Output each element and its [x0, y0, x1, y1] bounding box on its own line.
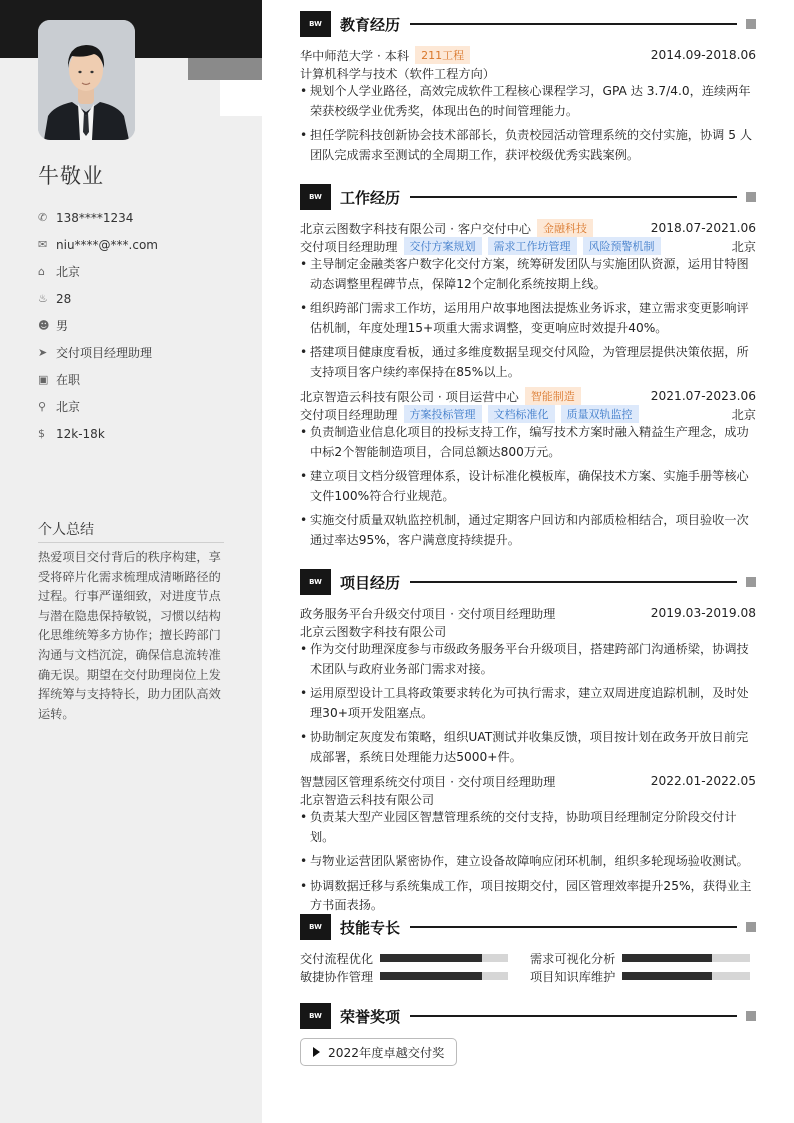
skill-level-fill: [622, 972, 712, 980]
skill-level-fill: [380, 972, 482, 980]
contact-info-item: [38, 393, 158, 420]
contact-info-text: 12k-18k: [56, 426, 105, 441]
contact-info-text: 北京: [56, 265, 81, 279]
project-company-row: [300, 622, 756, 640]
skill-item: [530, 949, 750, 967]
job-industry-tag: 智能制造: [525, 387, 581, 405]
skill-name: 交付流程优化: [300, 951, 374, 966]
list-item: • 担任学院科技创新协会技术部部长，负责校园活动管理系统的交付实施，协调 5 人团队完成需求至测试的全周期工作，获评校级优秀实践案例。: [300, 126, 756, 165]
skill-level-fill: [380, 954, 482, 962]
project-name: 智慧园区管理系统交付项目 · 交付项目经理助理: [300, 774, 556, 789]
award-label: 2022年度卓越交付奖: [328, 1045, 445, 1060]
skill-item: [300, 949, 508, 967]
project-date: 2022.01-2022.05: [650, 774, 756, 788]
section-square-icon: [746, 19, 756, 29]
list-item: • 搭建项目健康度看板，通过多维度数据呈现交付风险，为管理层提供决策依据，所支持项目客户续约率保持在85%以上。: [300, 343, 756, 382]
skill-name: 需求可视化分析: [530, 951, 616, 966]
list-item: • 协助制定灰度发布策略，组织UAT测试并收集反馈，项目按计划在政务开放日前完成部署，系统日处理能力达5000+件。: [300, 728, 756, 767]
section-square-icon: [746, 1011, 756, 1021]
section-badge-icon: BW: [300, 569, 331, 595]
skill-name: 项目知识库维护: [530, 969, 616, 984]
project-date: 2019.03-2019.08: [650, 606, 756, 620]
list-item: • 协调数据迁移与系统集成工作，项目按期交付，园区管理效率提升25%，获得业主方书面表扬。: [300, 877, 756, 916]
honors-section-header: [300, 1003, 756, 1029]
job-role: 交付项目经理助理: [300, 407, 398, 422]
job-city: 北京: [731, 239, 756, 254]
job-city: 北京: [731, 407, 756, 422]
project-name: 政务服务平台升级交付项目 · 交付项目经理助理: [300, 606, 556, 621]
contact-info-list: [38, 204, 158, 447]
contact-info-item: [38, 204, 158, 231]
job-role-row: [300, 405, 756, 423]
project-company: 北京云图数字科技有限公司: [300, 624, 447, 639]
skill-tag: 文档标准化: [488, 405, 555, 423]
skill-level-fill: [622, 954, 712, 962]
job-bullets: [300, 423, 756, 556]
job-date: 2021.07-2023.06: [650, 389, 756, 403]
job-bullets: [300, 255, 756, 388]
skill-tag: 风险预警机制: [583, 237, 661, 255]
skill-level-bar: [380, 954, 508, 962]
mail-icon: ✉: [38, 238, 48, 251]
projects-section-header: [300, 569, 756, 595]
summary-heading: 个人总结: [38, 519, 224, 543]
section-square-icon: [746, 922, 756, 932]
skill-item: [300, 967, 508, 985]
job-header: [300, 387, 756, 405]
job-company: 北京智造云科技有限公司 · 项目运营中心: [300, 389, 519, 404]
award-item: [300, 1038, 457, 1066]
briefcase-icon: ▣: [38, 373, 49, 386]
contact-info-text: 男: [56, 319, 69, 333]
project-header: [300, 604, 756, 622]
skill-item: [530, 967, 750, 985]
section-square-icon: [746, 577, 756, 587]
section-divider: [410, 1015, 737, 1017]
send-icon: ➤: [38, 346, 48, 359]
list-item: • 建立项目文档分级管理体系，设计标准化模板库，确保技术方案、实施手册等核心文件100%符合行业规范。: [300, 467, 756, 506]
education-title: 教育经历: [340, 15, 401, 34]
contact-info-text: 北京: [56, 400, 81, 414]
contact-info-item: [38, 339, 158, 366]
school-tag: 211工程: [415, 46, 470, 64]
list-item: • 与物业运营团队紧密协作，建立设备故障响应闭环机制，组织多轮现场验收测试。: [300, 852, 756, 872]
work-title: 工作经历: [340, 188, 401, 207]
play-triangle-icon: [313, 1047, 320, 1057]
skills-title: 技能专长: [340, 918, 401, 937]
list-item: • 运用原型设计工具将政策要求转化为可执行需求，建立双周进度追踪机制，及时处理30+项开发阻塞点。: [300, 684, 756, 723]
list-item: • 主导制定金融类客户数字化交付方案，统筹研发团队与实施团队资源，运用甘特图动态调整里程碑节点，保障12个定制化系统按期上线。: [300, 255, 756, 294]
list-item: • 作为交付助理深度参与市级政务服务平台升级项目，搭建跨部门沟通桥梁，协调技术团队与政府业务部门需求对接。: [300, 640, 756, 679]
list-item: • 实施交付质量双轨监控机制，通过定期客户回访和内部质检相结合，项目验收一次通过率达95%，客户满意度持续提升。: [300, 511, 756, 550]
list-item: • 规划个人学业路径，高效完成软件工程核心课程学习，GPA 达 3.7/4.0，连续两年荣获校级学业优秀奖，体现出色的时间管理能力。: [300, 82, 756, 121]
contact-info-item: [38, 366, 158, 393]
skill-level-bar: [380, 972, 508, 980]
list-item: • 负责制造业信息化项目的投标支持工作，编写技术方案时融入精益生产理念，成功中标2个智能制造项目，合同总额达800万元。: [300, 423, 756, 462]
skill-level-bar: [622, 954, 750, 962]
home-icon: ⌂: [38, 265, 45, 278]
skill-level-bar: [622, 972, 750, 980]
project-header: [300, 772, 756, 790]
job-date: 2018.07-2021.06: [650, 221, 756, 235]
contact-info-text: 在职: [56, 373, 81, 387]
education-major: 计算机科学与技术（软件工程方向）: [300, 66, 495, 81]
job-company: 北京云图数字科技有限公司 · 客户交付中心: [300, 221, 531, 236]
money-icon: $: [38, 427, 45, 440]
profile-photo: [38, 20, 135, 140]
contact-info-item: [38, 312, 158, 339]
contact-info-text: niu****@***.com: [56, 237, 158, 252]
job-role: 交付项目经理助理: [300, 239, 398, 254]
honors-title: 荣誉奖项: [340, 1007, 401, 1026]
contact-info-text: 138****1234: [56, 210, 134, 225]
section-divider: [410, 23, 737, 25]
education-major-row: [300, 64, 756, 82]
job-header: [300, 219, 756, 237]
education-date: 2014.09-2018.06: [650, 48, 756, 62]
section-badge-icon: BW: [300, 1003, 331, 1029]
section-badge-icon: BW: [300, 184, 331, 210]
skills-section-header: [300, 914, 756, 940]
cake-icon: ♨: [38, 292, 48, 305]
skill-tag: 需求工作坊管理: [488, 237, 577, 255]
work-section-header: [300, 184, 756, 210]
user-icon: ☻: [38, 319, 50, 332]
profile-portrait-image: [38, 20, 135, 140]
section-divider: [410, 196, 737, 198]
section-badge-icon: BW: [300, 11, 331, 37]
job-role-row: [300, 237, 756, 255]
projects-title: 项目经历: [340, 573, 401, 592]
contact-info-text: 28: [56, 291, 72, 306]
section-divider: [410, 926, 737, 928]
section-square-icon: [746, 192, 756, 202]
contact-info-item: [38, 285, 158, 312]
job-industry-tag: 金融科技: [537, 219, 593, 237]
phone-icon: ✆: [38, 211, 48, 224]
sidebar: [0, 0, 262, 1123]
skill-tag: 方案投标管理: [404, 405, 482, 423]
contact-info-item: [38, 420, 158, 447]
project-company: 北京智造云科技有限公司: [300, 792, 435, 807]
candidate-name: 牛敬业: [38, 164, 104, 188]
skill-tag: 质量双轨监控: [561, 405, 639, 423]
project-bullets: [300, 640, 756, 773]
section-badge-icon: BW: [300, 914, 331, 940]
contact-info-item: [38, 258, 158, 285]
contact-info-item: [38, 231, 158, 258]
location-icon: ⚲: [38, 400, 47, 413]
section-divider: [410, 581, 737, 583]
education-entry: [300, 46, 756, 64]
project-company-row: [300, 790, 756, 808]
education-bullets: [300, 82, 756, 170]
list-item: • 负责某大型产业园区智慧管理系统的交付支持，协助项目经理制定分阶段交付计划。: [300, 808, 756, 847]
project-bullets: [300, 808, 756, 921]
skill-tag: 交付方案规划: [404, 237, 482, 255]
sidebar-accent-bar: [188, 58, 262, 80]
skill-name: 敏捷协作管理: [300, 969, 374, 984]
contact-info-text: 交付项目经理助理: [56, 346, 153, 360]
education-section-header: [300, 11, 756, 37]
summary-text: 热爱项目交付背后的秩序构建，享受将碎片化需求梳理成清晰路径的过程。行事严谨细致，对进度节点与潜在隐患保持敏锐，习惯以结构化思维统筹多方协作；擅长跨部门沟通与文档沉淀，确保信息流转准确无误。期望在交付助理岗位上发挥统筹与支持特长，助力团队高效运转。: [38, 550, 221, 721]
list-item: • 组织跨部门需求工作坊，运用用户故事地图法提炼业务诉求，建立需求变更影响评估机制，年度处理15+项重大需求调整，变更响应时效提升40%。: [300, 299, 756, 338]
school-name: 华中师范大学 · 本科: [300, 48, 410, 63]
